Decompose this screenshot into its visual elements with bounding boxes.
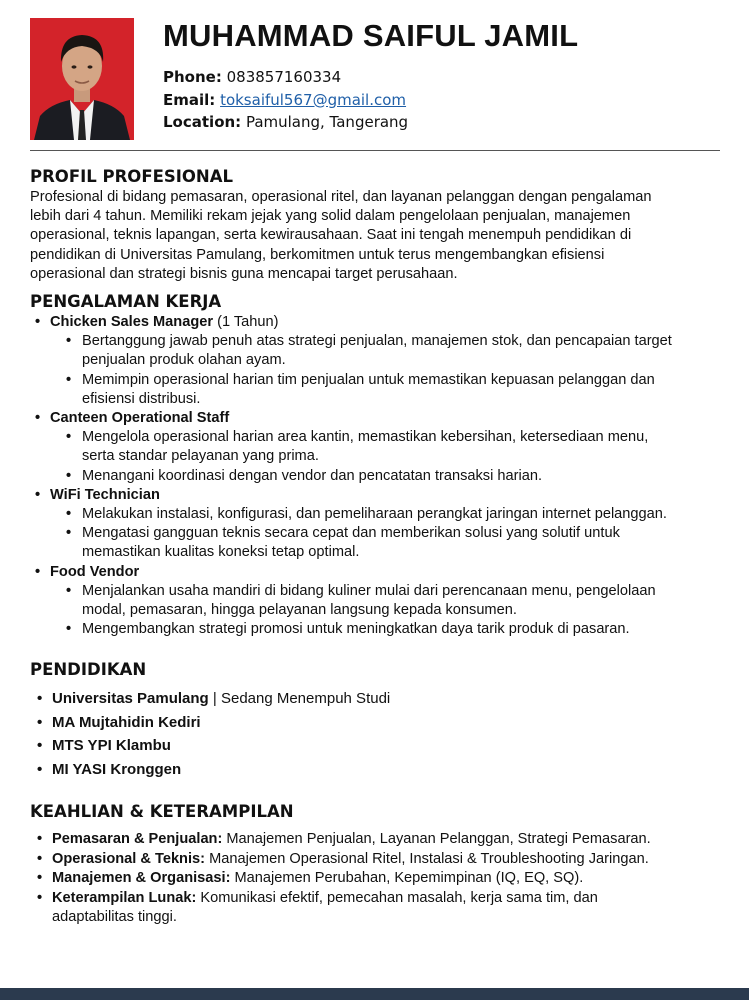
duty-list	[50, 332, 720, 409]
education-item	[30, 711, 720, 735]
school-name: MA Mujtahidin Kediri	[52, 713, 201, 731]
job-item	[30, 313, 720, 409]
job-item	[30, 409, 720, 486]
duty-list	[50, 505, 720, 563]
contact-info	[163, 66, 408, 134]
education-item	[30, 734, 720, 758]
skill-text: Manajemen Penjualan, Layanan Pelanggan, Strategi Pemasaran.	[222, 831, 651, 848]
phone-label: Phone:	[163, 68, 222, 86]
candidate-name: MUHAMMAD SAIFUL JAMIL	[163, 18, 579, 53]
skill-item	[30, 869, 720, 889]
profile-text: Profesional di bidang pemasaran, operasional ritel, dan layanan pelanggan dengan pengalaman lebih dari 4 tahun. Memiliki rekam jejak yang solid dalam pengelolaan penjualan, manajemen operasional, teknis lapangan, serta kewirausahaan. Saat ini tengah menempuh pendidikan di pendidikan di Universitas Pamulang, berkomitmen untuk terus mengembangkan efisiensi operasional dan strategi bisnis guna mencapai target perusahaan.	[30, 189, 652, 282]
duty-list	[50, 582, 720, 640]
profile-heading: PROFIL PROFESIONAL	[30, 167, 234, 186]
duty-item: • Mengatasi gangguan teknis secara cepat dan memberikan solusi yang solutif untuk memastikan kualitas koneksi tetap optimal.	[66, 524, 720, 562]
footer-bar	[0, 988, 749, 1000]
duty-item: • Memimpin operasional harian tim penjualan untuk memastikan kepuasan pelanggan dan efisiensi distribusi.	[66, 371, 720, 409]
email-line	[163, 89, 408, 112]
duty-item: • Menjalankan usaha mandiri di bidang kuliner mulai dari perencanaan menu, pengelolaan modal, pemasaran, hingga pelayanan langsung kepada konsumen.	[66, 582, 720, 620]
phone-line	[163, 66, 408, 89]
skill-text: Manajemen Operasional Ritel, Instalasi & Troubleshooting Jaringan.	[205, 850, 649, 867]
skill-item	[30, 889, 720, 928]
school-name: Universitas Pamulang	[52, 690, 209, 708]
job-item	[30, 486, 720, 563]
skill-text: Komunikasi efektif, pemecahan masalah, kerja sama tim, dan adaptabilitas tinggi.	[52, 889, 598, 926]
profile-section	[30, 166, 720, 284]
school-detail: | Sedang Menempuh Studi	[208, 690, 391, 708]
job-title: Canteen Operational Staff	[50, 410, 230, 427]
skill-item	[30, 850, 720, 870]
location-line	[163, 111, 408, 134]
education-section	[30, 659, 720, 781]
duty-list	[50, 428, 720, 486]
education-heading: PENDIDIKAN	[30, 660, 147, 680]
education-item	[30, 687, 720, 711]
skill-label: Pemasaran & Penjualan:	[52, 831, 223, 848]
experience-heading: PENGALAMAN KERJA	[30, 292, 222, 312]
skill-label: Operasional & Teknis:	[52, 850, 206, 867]
email-label: Email:	[163, 90, 216, 109]
education-item	[30, 758, 720, 782]
duty-item: • Menangani koordinasi dengan vendor dan pencatatan transaksi harian.	[66, 467, 720, 486]
duty-item: • Bertanggung jawab penuh atas strategi penjualan, manajemen stok, dan pencapaian target penjualan produk olahan ayam.	[66, 332, 720, 370]
school-name: MI YASI Kronggen	[52, 760, 182, 778]
phone-value: 083857160334	[226, 68, 342, 86]
skill-label: Manajemen & Organisasi:	[52, 870, 231, 887]
school-name: MTS YPI Klambu	[52, 737, 171, 755]
skills-heading: KEAHLIAN & KETERAMPILAN	[30, 802, 294, 822]
job-title: WiFi Technician	[50, 486, 160, 503]
header-divider	[30, 150, 720, 151]
job-title: Food Vendor	[50, 563, 140, 580]
job-item	[30, 563, 720, 640]
duty-item: • Mengembangkan strategi promosi untuk meningkatkan daya tarik produk di pasaran.	[66, 620, 720, 639]
skill-item	[30, 830, 720, 850]
profile-photo	[30, 18, 134, 140]
skills-list	[30, 830, 720, 928]
job-note: (1 Tahun)	[213, 314, 279, 331]
job-title: Chicken Sales Manager	[50, 314, 214, 331]
resume-body	[30, 166, 720, 928]
job-list	[30, 313, 720, 639]
location-value: Pamulang, Tangerang	[245, 113, 409, 131]
skill-label: Keterampilan Lunak:	[52, 889, 197, 906]
location-label: Location:	[163, 113, 242, 131]
email-link[interactable]: toksaiful567@gmail.com	[220, 90, 407, 109]
skill-text: Manajemen Perubahan, Kepemimpinan (IQ, EQ, SQ).	[230, 870, 584, 887]
experience-section	[30, 291, 720, 639]
skills-section	[30, 801, 720, 928]
education-list	[30, 687, 720, 781]
person-portrait-icon	[30, 18, 134, 140]
duty-item: • Melakukan instalasi, konfigurasi, dan pemeliharaan perangkat jaringan internet pelanggan.	[66, 505, 720, 524]
duty-item: • Mengelola operasional harian area kantin, memastikan kebersihan, ketersediaan menu, serta standar pelayanan yang prima.	[66, 428, 720, 466]
